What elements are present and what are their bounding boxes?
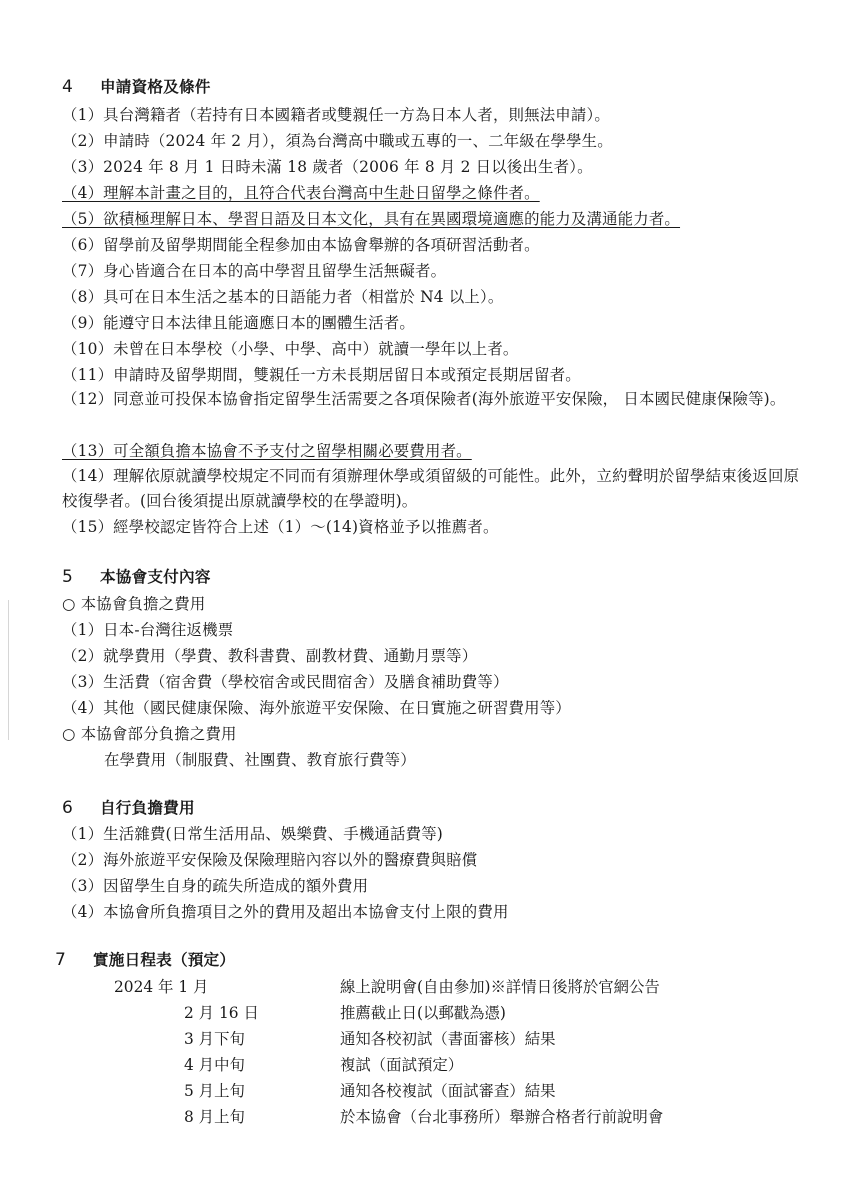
section-4-number: 4 — [62, 77, 74, 97]
schedule-year-month: 2024 年 1 月 — [114, 978, 209, 996]
s4-item-11: （11）申請時及留學期間，雙親任一方未長期居留日本或預定長期居留者。 — [62, 366, 581, 384]
schedule-date-4: 4 月中旬 — [184, 1056, 245, 1074]
s4-item-5-text: （5）欲積極理解日本、學習日語及日本文化，具有在異國環境適應的能力及溝通能力者。 — [62, 210, 681, 228]
s4-item-1: （1）具台灣籍者（若持有日本國籍者或雙親任一方為日本人者，則無法申請）。 — [62, 106, 610, 124]
schedule-event-4: 複試（面試預定） — [340, 1056, 464, 1074]
s4-item-4-text: （4）理解本計畫之目的，且符合代表台灣高中生赴日留學之條件者。 — [62, 184, 540, 202]
s4-item-3: （3）2024 年 8 月 1 日時未滿 18 歲者（2006 年 8 月 2 日以後出生者）。 — [62, 158, 593, 176]
schedule-date-2: 2 月 16 日 — [184, 1004, 259, 1022]
schedule-event-5: 通知各校複試（面試審查）結果 — [340, 1082, 556, 1100]
s5-full-item-2: （2）就學費用（學費、教科書費、副教材費、通勤月票等） — [62, 647, 478, 665]
s5-full-item-4: （4）其他（國民健康保險、海外旅遊平安保險、在日實施之研習費用等） — [62, 699, 571, 717]
s5-partial-item: 在學費用（制服費、社團費、教育旅行費等） — [104, 751, 416, 769]
section-4-title: 申請資格及條件 — [100, 77, 211, 96]
section-7-heading — [55, 949, 805, 971]
s4-item-8: （8）具可在日本生活之基本的日語能力者（相當於 N4 以上）。 — [62, 288, 504, 306]
s5-full-item-3: （3）生活費（宿舍費（學校宿舍或民間宿舍）及膳食補助費等） — [62, 673, 509, 691]
section-6-title: 自行負擔費用 — [100, 798, 195, 817]
s4-item-10: （10）未曾在日本學校（小學、中學、高中）就讀一學年以上者。 — [62, 340, 519, 358]
section-4-heading — [62, 76, 812, 98]
scan-edge-mark — [8, 600, 9, 740]
s6-item-4: （4）本協會所負擔項目之外的費用及超出本協會支付上限的費用 — [62, 903, 509, 921]
s4-item-13 — [62, 440, 812, 462]
s4-item-7: （7）身心皆適合在日本的高中學習且留學生活無礙者。 — [62, 262, 447, 280]
schedule-event-2: 推薦截止日(以郵戳為憑) — [340, 1004, 506, 1022]
s6-item-3: （3）因留學生自身的疏失所造成的額外費用 — [62, 877, 369, 895]
section-5-title: 本協會支付內容 — [100, 567, 211, 586]
s5-full-item-1: （1）日本-台灣往返機票 — [62, 621, 234, 639]
s4-item-13-text: （13）可全額負擔本協會不予支付之留學相關必要費用者。 — [62, 442, 472, 460]
schedule-event-3: 通知各校初試（書面審核）結果 — [340, 1030, 556, 1048]
s4-item-6: （6）留學前及留學期間能全程參加由本協會舉辦的各項研習活動者。 — [62, 236, 540, 254]
s6-item-2: （2）海外旅遊平安保險及保險理賠內容以外的醫療費與賠償 — [62, 851, 478, 869]
section-5-number: 5 — [62, 567, 74, 587]
s4-item-14: （14）理解依原就讀學校規定不同而有須辦理休學或須留級的可能性。此外，立約聲明於留學結束後返回原校復學者。(回台後須提出原就讀學校的在學證明)。 — [62, 467, 800, 510]
section-5-heading — [62, 566, 812, 588]
section-6-number: 6 — [62, 798, 74, 818]
section-7-number: 7 — [55, 950, 67, 970]
section-6-heading — [62, 797, 812, 819]
section-7-title: 實施日程表（預定） — [93, 950, 236, 969]
schedule-date-6: 8 月上旬 — [184, 1108, 245, 1126]
s4-item-15: （15）經學校認定皆符合上述（1）～(14)資格並予以推薦者。 — [62, 518, 499, 536]
schedule-event-6: 於本協會（台北事務所）舉辦合格者行前說明會 — [340, 1108, 664, 1126]
s4-item-5 — [62, 208, 812, 230]
s6-item-1: （1）生活雜費(日常生活用品、娛樂費、手機通話費等) — [62, 825, 443, 843]
s5-full-header: ○ 本協會負擔之費用 — [62, 595, 206, 613]
s4-item-4 — [62, 182, 812, 204]
schedule-event-1: 線上說明會(自由參加)※詳情日後將於官網公告 — [340, 978, 660, 996]
s4-item-2: （2）申請時（2024 年 2 月），須為台灣高中職或五專的一、二年級在學學生。 — [62, 132, 613, 150]
schedule-date-3: 3 月下旬 — [184, 1030, 245, 1048]
schedule-date-5: 5 月上旬 — [184, 1082, 245, 1100]
s5-partial-header: ○ 本協會部分負擔之費用 — [62, 725, 237, 743]
s4-item-12: （12）同意並可投保本協會指定留學生活需要之各項保險者(海外旅遊平安保險， 日本國民健康保險等)。 — [62, 390, 786, 408]
s4-item-9: （9）能遵守日本法律且能適應日本的團體生活者。 — [62, 314, 415, 332]
